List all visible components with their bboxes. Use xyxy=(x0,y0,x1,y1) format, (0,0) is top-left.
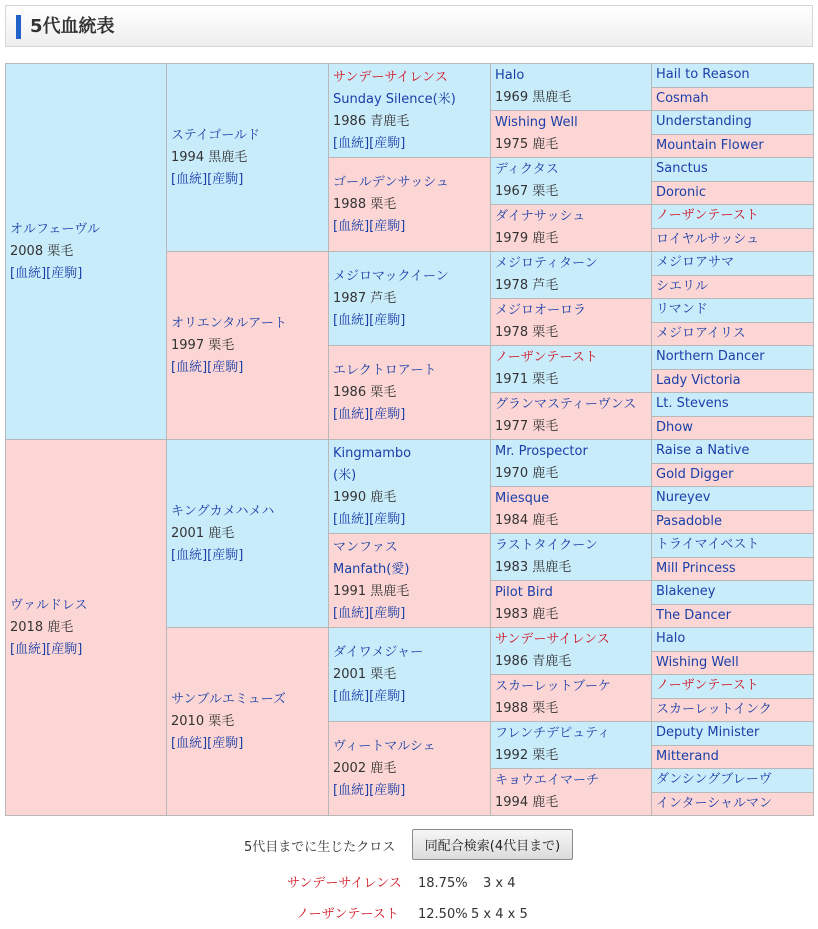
horse-year-color: 1977 栗毛 xyxy=(495,419,559,434)
pedigree-cell-gen5 xyxy=(652,181,814,205)
progeny-link[interactable]: [産駒] xyxy=(207,359,244,375)
horse-name-link[interactable]: ノーザンテースト xyxy=(656,678,759,694)
pedigree-cell-gen3 xyxy=(329,722,491,816)
horse-name-link[interactable]: メジロアイリス xyxy=(656,325,746,341)
horse-name-link[interactable]: Mill Princess xyxy=(656,560,736,576)
pedigree-cell-gen2 xyxy=(167,64,329,252)
pedigree-cell-gen5 xyxy=(652,393,814,417)
horse-year-color: 2018 鹿毛 xyxy=(10,619,74,635)
pedigree-cell-gen4 xyxy=(491,205,652,252)
horse-name-link[interactable]: スカーレットインク xyxy=(656,701,772,717)
horse-name-link[interactable]: Kingmambo xyxy=(333,445,412,461)
horse-name-link[interactable]: ダイナサッシュ xyxy=(495,209,586,224)
pedigree-link[interactable]: [血統] xyxy=(171,547,208,563)
horse-links xyxy=(333,780,486,802)
pedigree-link[interactable]: [血統] xyxy=(171,171,208,187)
pedigree-cell-gen5 xyxy=(652,134,814,158)
pedigree-cell-gen5 xyxy=(652,698,814,722)
horse-year-color: 1975 鹿毛 xyxy=(495,137,559,152)
pedigree-cell-gen4 xyxy=(491,769,652,816)
progeny-link[interactable]: [産駒] xyxy=(46,265,83,281)
pedigree-cell-gen5 xyxy=(652,487,814,511)
horse-year-color: 1994 黒鹿毛 xyxy=(171,149,248,165)
horse-name-link[interactable]: Doronic xyxy=(656,184,706,200)
horse-name-link[interactable]: Miesque xyxy=(495,491,550,506)
pedigree-cell-gen5 xyxy=(652,604,814,628)
pedigree-cell-gen4 xyxy=(491,628,652,675)
pedigree-cell-gen5 xyxy=(652,557,814,581)
horse-year-color: 1994 鹿毛 xyxy=(495,795,559,810)
horse-links xyxy=(10,263,162,285)
header-accent-bar xyxy=(16,15,21,39)
horse-name-link[interactable]: ディクタス xyxy=(495,162,559,177)
horse-name-link[interactable]: トライマイベスト xyxy=(656,537,760,553)
pedigree-cell-gen5 xyxy=(652,722,814,746)
pedigree-link[interactable]: [血統] xyxy=(333,135,370,151)
horse-name-link[interactable]: フレンチデピュティ xyxy=(495,726,611,741)
pedigree-cell-gen4 xyxy=(491,158,652,205)
horse-name-link[interactable]: ステイゴールド xyxy=(171,127,261,143)
progeny-link[interactable]: [産駒] xyxy=(207,171,244,187)
pedigree-cell-gen3 xyxy=(329,252,491,346)
horse-year-color: 1971 栗毛 xyxy=(495,372,559,387)
horse-year-color: 1988 栗毛 xyxy=(333,196,397,212)
pedigree-cell-gen3 xyxy=(329,346,491,440)
pedigree-cell-gen2 xyxy=(167,440,329,628)
horse-name-link[interactable]: リマンド xyxy=(656,302,708,318)
pedigree-cell-gen4 xyxy=(491,299,652,346)
horse-year-color: 1991 黒鹿毛 xyxy=(333,583,410,599)
pedigree-cell-gen3 xyxy=(329,158,491,252)
same-cross-search-button[interactable]: 同配合検索(4代目まで) xyxy=(412,829,573,860)
horse-links xyxy=(10,639,162,661)
progeny-link[interactable]: [産駒] xyxy=(369,782,406,798)
horse-links xyxy=(333,310,486,332)
horse-name-link[interactable]: オルフェーヴル xyxy=(10,221,100,237)
pedigree-table xyxy=(5,63,814,816)
horse-name-link[interactable]: Wishing Well xyxy=(656,654,739,670)
progeny-link[interactable]: [産駒] xyxy=(46,641,83,657)
horse-name-link[interactable]: メジロマックイーン xyxy=(333,268,449,284)
pedigree-link[interactable]: [血統] xyxy=(171,359,208,375)
horse-name-link[interactable]: マンファス xyxy=(333,539,398,555)
progeny-link[interactable]: [産駒] xyxy=(369,605,406,621)
pedigree-cell-gen5 xyxy=(652,769,814,793)
pedigree-cell-gen3 xyxy=(329,440,491,534)
horse-name-link[interactable]: Dhow xyxy=(656,419,693,435)
pedigree-link[interactable]: [血統] xyxy=(10,265,47,281)
horse-name-link[interactable]: Pasadoble xyxy=(656,513,723,529)
horse-name-link[interactable]: ノーザンテースト xyxy=(495,350,598,365)
cross-horse-link[interactable]: サンデーサイレンス xyxy=(287,876,402,891)
horse-year-color: 1979 鹿毛 xyxy=(495,231,559,246)
cross-generations: 5 x 4 x 5 xyxy=(471,907,528,922)
pedigree-link[interactable]: [血統] xyxy=(171,735,208,751)
horse-name-link[interactable]: Mountain Flower xyxy=(656,137,764,153)
horse-name-link[interactable]: ラストタイクーン xyxy=(495,538,598,553)
horse-links xyxy=(171,357,324,379)
cross-percent: 12.50% xyxy=(418,907,468,922)
horse-year-color: 1970 鹿毛 xyxy=(495,466,559,481)
horse-links xyxy=(333,133,486,155)
pedigree-cell-gen4 xyxy=(491,722,652,769)
horse-links xyxy=(171,733,324,755)
pedigree-cell-gen5 xyxy=(652,628,814,652)
horse-name-link[interactable]: Pilot Bird xyxy=(495,585,553,600)
pedigree-cell-gen5 xyxy=(652,792,814,816)
pedigree-cell-gen4 xyxy=(491,534,652,581)
progeny-link[interactable]: [産駒] xyxy=(369,312,406,328)
horse-year-color: 1988 栗毛 xyxy=(495,701,559,716)
horse-name-link[interactable]: Halo xyxy=(656,631,686,647)
pedigree-link[interactable]: [血統] xyxy=(333,218,370,234)
horse-year-color: 1997 栗毛 xyxy=(171,337,235,353)
pedigree-link[interactable]: [血統] xyxy=(333,511,370,527)
progeny-link[interactable]: [産駒] xyxy=(369,135,406,151)
pedigree-cell-gen1 xyxy=(6,64,167,440)
page-title: 5代血統表 xyxy=(30,16,115,37)
cross-generations: 3 x 4 xyxy=(483,876,516,891)
pedigree-cell-gen5 xyxy=(652,745,814,769)
progeny-link[interactable]: [産駒] xyxy=(207,547,244,563)
horse-name-link[interactable]: Northern Dancer xyxy=(656,349,765,365)
pedigree-cell-gen4 xyxy=(491,346,652,393)
pedigree-link[interactable]: [血統] xyxy=(333,782,370,798)
horse-name-link[interactable]: サンデーサイレンス xyxy=(495,632,610,647)
pedigree-cell-gen5 xyxy=(652,416,814,440)
pedigree-row xyxy=(6,440,814,464)
pedigree-cell-gen5 xyxy=(652,675,814,699)
pedigree-cell-gen3 xyxy=(329,628,491,722)
horse-year-color: 1992 栗毛 xyxy=(495,748,559,763)
horse-name-link[interactable]: Cosmah xyxy=(656,90,709,106)
pedigree-cell-gen5 xyxy=(652,322,814,346)
pedigree-link[interactable]: [血統] xyxy=(333,406,370,422)
pedigree-cell-gen5 xyxy=(652,158,814,182)
horse-name-link[interactable]: Lady Victoria xyxy=(656,372,741,388)
pedigree-cell-gen5 xyxy=(652,510,814,534)
horse-name-link[interactable]: サンブルエミューズ xyxy=(171,691,286,707)
pedigree-cell-gen5 xyxy=(652,64,814,88)
horse-name-link[interactable]: ノーザンテースト xyxy=(656,208,759,224)
horse-year-color: 1987 芦毛 xyxy=(333,290,397,306)
horse-name-link[interactable]: Deputy Minister xyxy=(656,725,760,741)
horse-name-link[interactable]: ヴィートマルシェ xyxy=(333,738,436,754)
horse-year-color: 2010 栗毛 xyxy=(171,713,235,729)
pedigree-cell-gen3 xyxy=(329,534,491,628)
horse-name-link[interactable]: Wishing Well xyxy=(495,115,578,130)
pedigree-link[interactable]: [血統] xyxy=(333,605,370,621)
pedigree-cell-gen4 xyxy=(491,581,652,628)
horse-year-color: 1990 鹿毛 xyxy=(333,489,397,505)
horse-year-color: 1984 鹿毛 xyxy=(495,513,559,528)
horse-name-link[interactable]: ダンシングブレーヴ xyxy=(656,772,772,788)
horse-name-link[interactable]: ダイワメジャー xyxy=(333,644,424,660)
horse-name-link[interactable]: Raise a Native xyxy=(656,443,750,459)
cross-row xyxy=(0,874,818,894)
pedigree-link[interactable]: [血統] xyxy=(10,641,47,657)
pedigree-cell-gen2 xyxy=(167,252,329,440)
horse-name-link[interactable]: Nureyev xyxy=(656,490,711,506)
pedigree-cell-gen3 xyxy=(329,64,491,158)
cross-label: 5代目までに生じたクロス xyxy=(244,840,396,855)
horse-name-link[interactable]: インターシャルマン xyxy=(656,795,772,811)
horse-links xyxy=(333,404,486,426)
horse-year-color: 1986 青鹿毛 xyxy=(333,113,410,129)
pedigree-cell-gen5 xyxy=(652,534,814,558)
horse-year-color: 2008 栗毛 xyxy=(10,243,74,259)
horse-name-link[interactable]: ロイヤルサッシュ xyxy=(656,231,759,247)
pedigree-cell-gen5 xyxy=(652,228,814,252)
horse-name-link[interactable]: グランマスティーヴンス xyxy=(495,397,637,412)
horse-name-en-link[interactable]: (米) xyxy=(333,467,357,483)
horse-links xyxy=(333,603,486,625)
pedigree-cell-gen5 xyxy=(652,299,814,323)
horse-name-link[interactable]: オリエンタルアート xyxy=(171,315,287,331)
pedigree-cell-gen5 xyxy=(652,369,814,393)
horse-name-link[interactable]: Mitterand xyxy=(656,748,719,764)
pedigree-cell-gen4 xyxy=(491,64,652,111)
pedigree-cell-gen4 xyxy=(491,440,652,487)
horse-name-link[interactable]: ヴァルドレス xyxy=(10,597,88,613)
pedigree-cell-gen5 xyxy=(652,111,814,135)
progeny-link[interactable]: [産駒] xyxy=(369,406,406,422)
pedigree-cell-gen1 xyxy=(6,440,167,816)
horse-name-link[interactable]: キョウエイマーチ xyxy=(495,773,600,788)
pedigree-cell-gen5 xyxy=(652,252,814,276)
horse-name-link[interactable]: The Dancer xyxy=(656,607,732,623)
horse-name-link[interactable]: Mr. Prospector xyxy=(495,444,588,459)
horse-name-link[interactable]: エレクトロアート xyxy=(333,362,437,378)
horse-links xyxy=(171,169,324,191)
horse-name-link[interactable]: Gold Digger xyxy=(656,466,734,482)
horse-links xyxy=(333,509,486,531)
pedigree-cell-gen5 xyxy=(652,463,814,487)
pedigree-cell-gen4 xyxy=(491,675,652,722)
pedigree-cell-gen4 xyxy=(491,393,652,440)
horse-links xyxy=(333,686,486,708)
horse-year-color: 1986 栗毛 xyxy=(333,384,397,400)
cross-percent: 18.75% xyxy=(418,876,468,891)
pedigree-cell-gen5 xyxy=(652,205,814,229)
horse-year-color: 1978 栗毛 xyxy=(495,325,559,340)
pedigree-cell-gen4 xyxy=(491,487,652,534)
horse-year-color: 2002 鹿毛 xyxy=(333,760,397,776)
horse-name-link[interactable]: Halo xyxy=(495,68,525,83)
horse-name-link[interactable]: シエリル xyxy=(656,278,709,294)
horse-name-en-link[interactable]: Manfath(愛) xyxy=(333,561,410,577)
horse-name-link[interactable]: スカーレットブーケ xyxy=(495,679,611,694)
horse-name-link[interactable]: メジロアサマ xyxy=(656,255,735,271)
horse-year-color: 1983 鹿毛 xyxy=(495,607,559,622)
horse-year-color: 1983 黒鹿毛 xyxy=(495,560,572,575)
progeny-link[interactable]: [産駒] xyxy=(207,735,244,751)
pedigree-cell-gen5 xyxy=(652,275,814,299)
cross-horse-link[interactable]: ノーザンテースト xyxy=(296,907,399,922)
horse-name-link[interactable]: サンデーサイレンス xyxy=(333,69,448,85)
pedigree-cell-gen2 xyxy=(167,628,329,816)
horse-year-color: 1969 黒鹿毛 xyxy=(495,90,572,105)
horse-links xyxy=(333,216,486,238)
progeny-link[interactable]: [産駒] xyxy=(369,218,406,234)
cross-row xyxy=(0,905,818,925)
horse-name-link[interactable]: メジロティターン xyxy=(495,256,598,271)
horse-year-color: 1978 芦毛 xyxy=(495,278,559,293)
horse-name-link[interactable]: メジロオーロラ xyxy=(495,303,587,318)
horse-year-color: 1986 青鹿毛 xyxy=(495,654,572,669)
horse-name-link[interactable]: Lt. Stevens xyxy=(656,396,729,412)
horse-name-link[interactable]: Sanctus xyxy=(656,161,708,177)
pedigree-cell-gen5 xyxy=(652,87,814,111)
horse-name-link[interactable]: Understanding xyxy=(656,114,752,130)
horse-links xyxy=(171,545,324,567)
horse-year-color: 2001 鹿毛 xyxy=(171,525,235,541)
pedigree-cell-gen4 xyxy=(491,111,652,158)
horse-year-color: 1967 栗毛 xyxy=(495,184,559,199)
pedigree-cell-gen5 xyxy=(652,346,814,370)
pedigree-link[interactable]: [血統] xyxy=(333,688,370,704)
pedigree-cell-gen5 xyxy=(652,440,814,464)
pedigree-row xyxy=(6,64,814,88)
horse-name-en-link[interactable]: Sunday Silence(米) xyxy=(333,91,456,107)
pedigree-cell-gen5 xyxy=(652,651,814,675)
progeny-link[interactable]: [産駒] xyxy=(369,511,406,527)
progeny-link[interactable]: [産駒] xyxy=(369,688,406,704)
horse-name-link[interactable]: Hail to Reason xyxy=(656,67,750,83)
horse-name-link[interactable]: ゴールデンサッシュ xyxy=(333,174,449,190)
horse-name-link[interactable]: Blakeney xyxy=(656,584,716,600)
pedigree-cell-gen4 xyxy=(491,252,652,299)
section-header xyxy=(5,5,813,47)
horse-name-link[interactable]: キングカメハメハ xyxy=(171,503,275,519)
pedigree-link[interactable]: [血統] xyxy=(333,312,370,328)
horse-year-color: 2001 栗毛 xyxy=(333,666,397,682)
pedigree-cell-gen5 xyxy=(652,581,814,605)
